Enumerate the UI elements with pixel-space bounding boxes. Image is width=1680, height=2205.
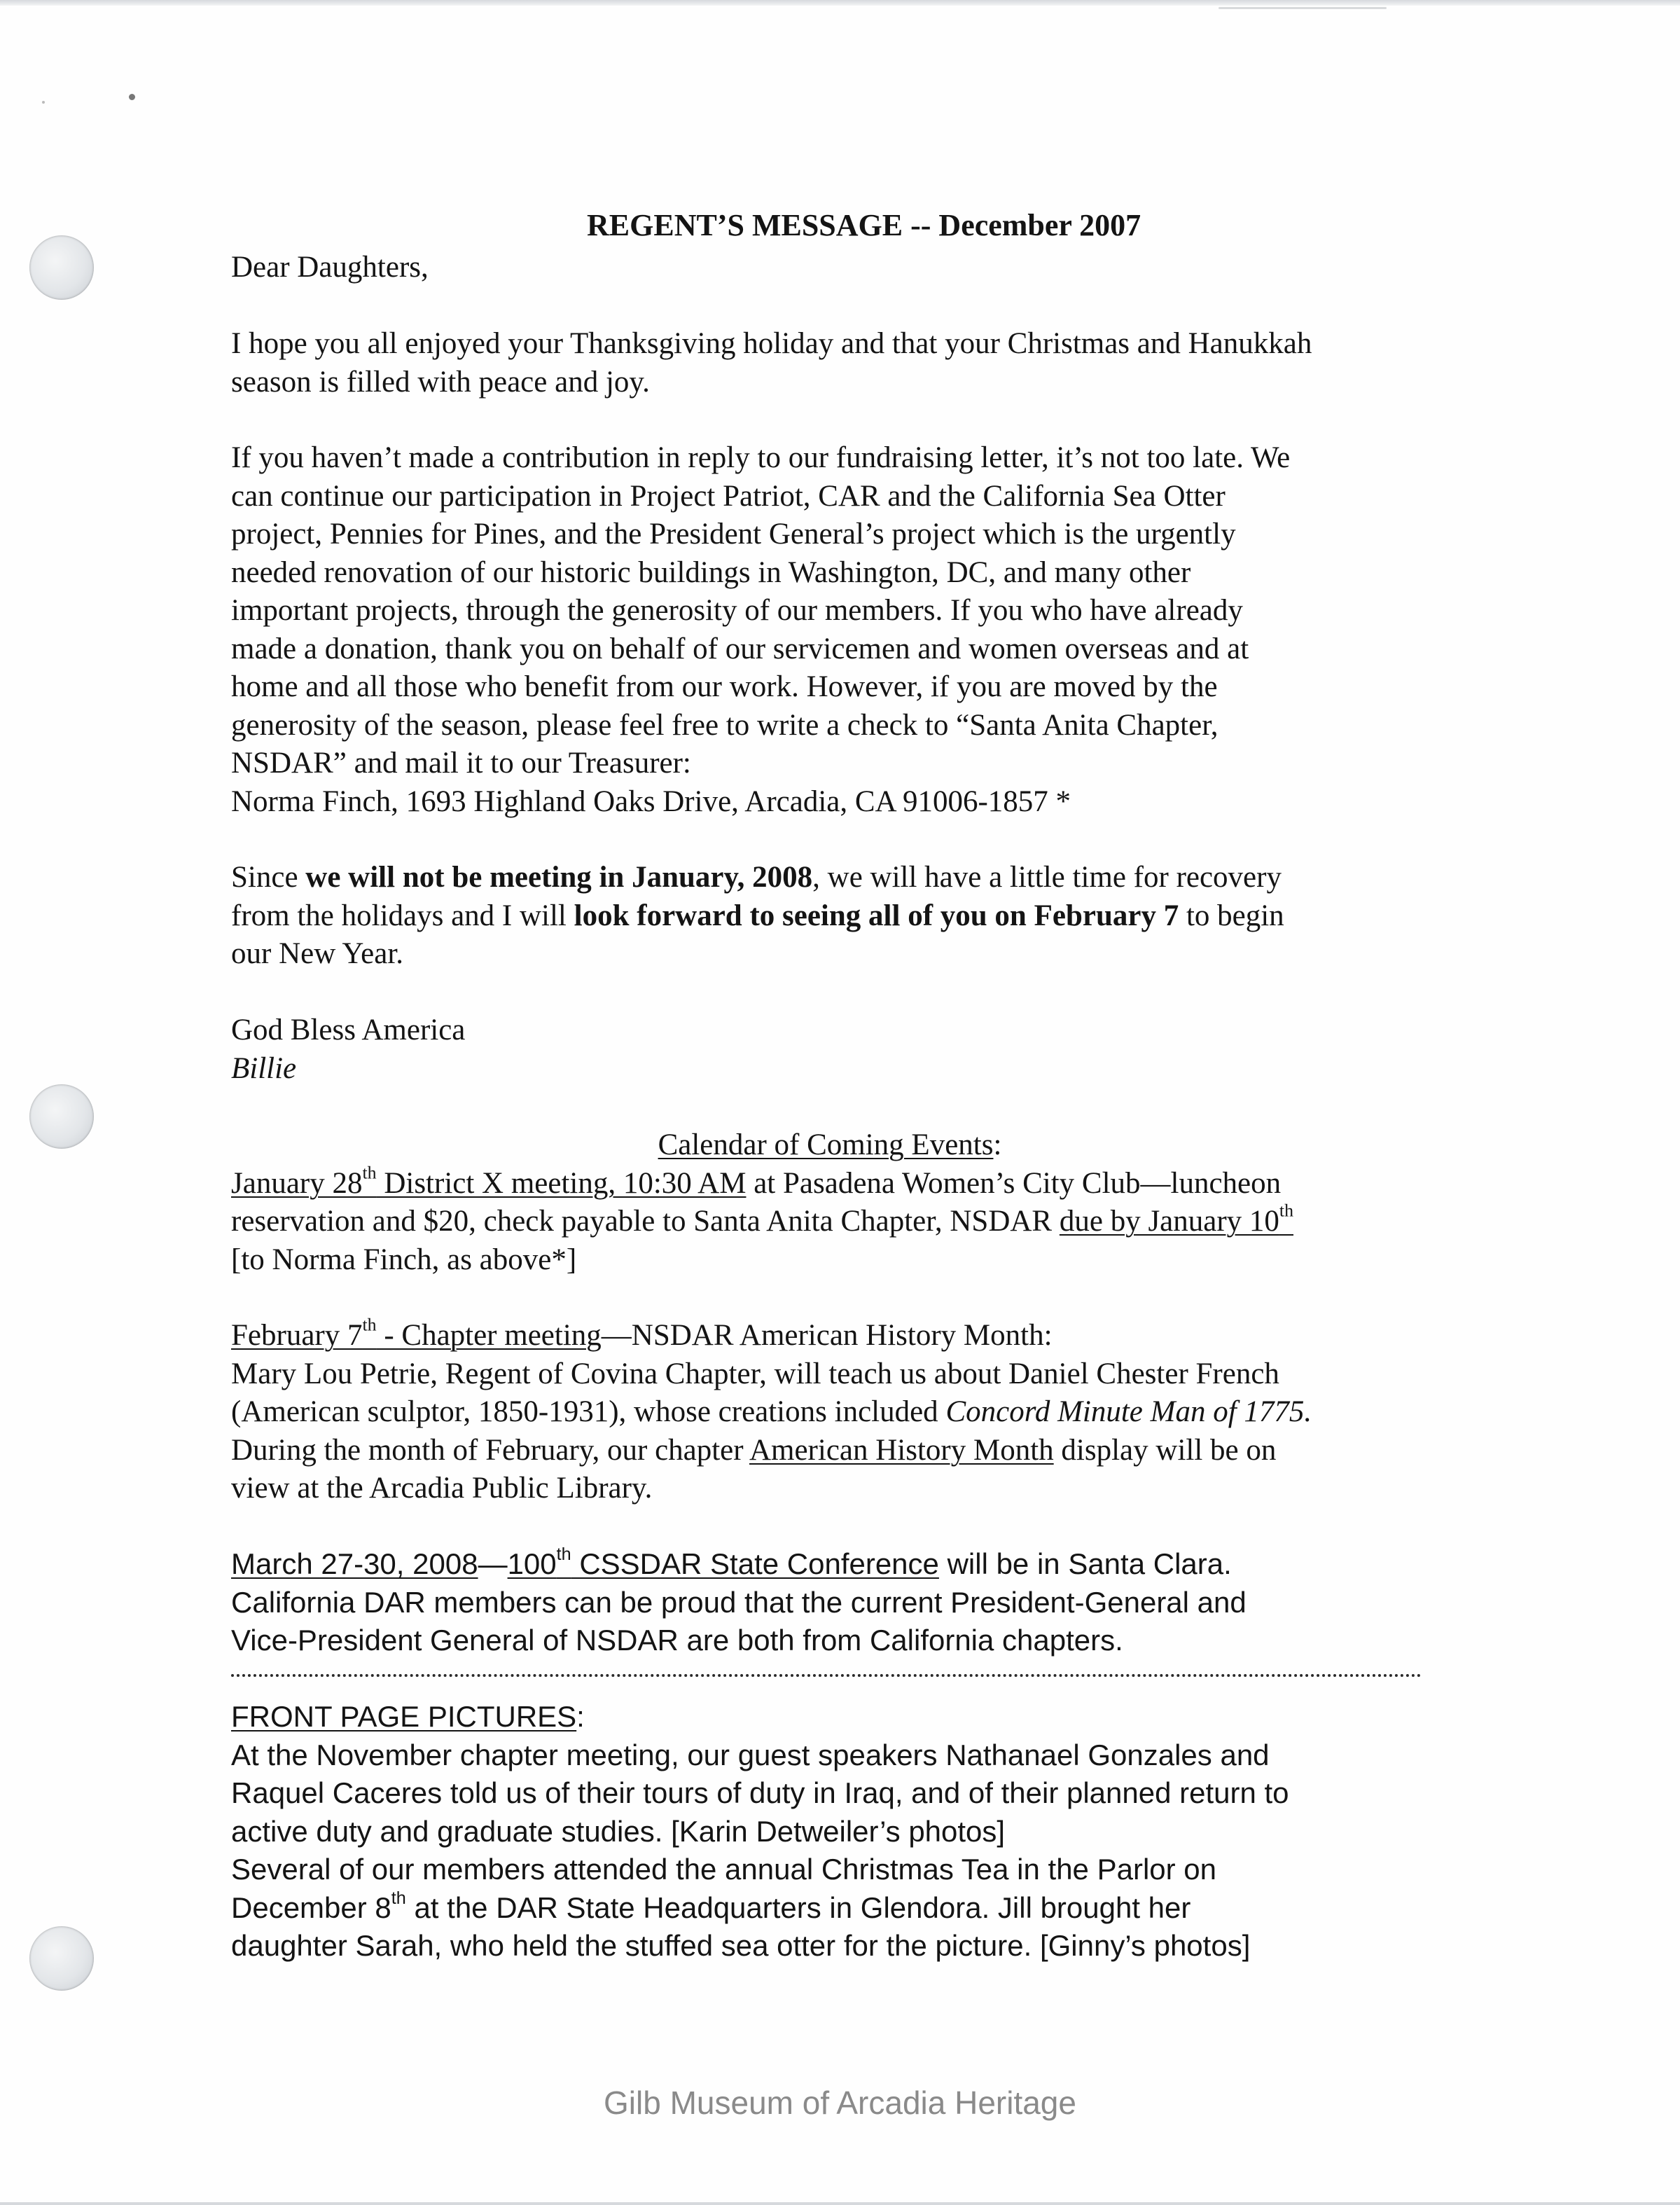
closing: God Bless America xyxy=(231,1014,466,1046)
text-line xyxy=(231,859,1429,897)
superscript: th xyxy=(391,1888,406,1908)
text-line: needed renovation of our historic buildings in Washington, DC, and many other xyxy=(231,555,1191,589)
text-run: will be in Santa Clara. xyxy=(938,1547,1232,1580)
text-run: display will be on xyxy=(1053,1433,1277,1467)
calendar-heading-text: Calendar of Coming Events xyxy=(658,1128,994,1161)
text-line: important projects, through the generosity of our members. If you who have already xyxy=(231,594,1243,627)
text-run: February 7 xyxy=(231,1319,363,1352)
text-run: Since xyxy=(231,861,306,894)
text-line: NSDAR” and mail it to our Treasurer: xyxy=(231,747,691,780)
paragraph-holidays xyxy=(231,325,1429,401)
text-run: CSSDAR State Conference xyxy=(571,1547,939,1580)
signature xyxy=(231,1050,1429,1088)
text-line: I hope you all enjoyed your Thanksgiving holiday and that your Christmas and Hanukkah xyxy=(231,327,1312,360)
text-run: reservation and $20, check payable to Santa Anita Chapter, NSDAR xyxy=(231,1205,1060,1238)
calendar-heading xyxy=(231,1126,1429,1165)
underlined-run: American History Month xyxy=(749,1433,1054,1467)
punch-hole-bottom xyxy=(29,1926,94,1991)
text-line: If you haven’t made a contribution in reply to our fundraising letter, it’s not too late. We xyxy=(231,441,1291,474)
text-line: At the November chapter meeting, our guest speakers Nathanael Gonzales and xyxy=(231,1738,1270,1771)
letter-title: REGENT’S MESSAGE -- December 2007 xyxy=(587,208,1141,242)
paragraph-meeting-schedule xyxy=(231,859,1429,974)
scan-speck xyxy=(42,101,45,104)
superscript: th xyxy=(556,1544,571,1564)
text-line: made a donation, thank you on behalf of our servicemen and women overseas and at xyxy=(231,632,1249,665)
scan-edge-top xyxy=(0,0,1680,6)
text-run: — xyxy=(478,1547,508,1580)
event-january-date xyxy=(231,1161,747,1200)
text-run: December 8 xyxy=(231,1891,391,1924)
superscript: th xyxy=(1279,1200,1293,1221)
conference-name xyxy=(507,1544,939,1580)
scan-speck xyxy=(129,94,135,100)
text-run: at Pasadena Women’s City Club—luncheon xyxy=(746,1166,1282,1200)
text-run: to begin xyxy=(1179,899,1284,932)
text-run: —NSDAR American History Month: xyxy=(601,1319,1053,1352)
bold-run: look forward to seeing all of you on February 7 xyxy=(574,899,1179,932)
text-line: can continue our participation in Project Patriot, CAR and the California Sea Otter xyxy=(231,479,1226,513)
text-line: Raquel Caceres told us of their tours of duty in Iraq, and of their planned return to xyxy=(231,1776,1289,1809)
due-date xyxy=(1059,1200,1293,1238)
text-line: generosity of the season, please feel free to write a check to “Santa Anita Chapter, xyxy=(231,708,1219,742)
paragraph-fundraising xyxy=(231,439,1429,821)
scan-edge-bottom xyxy=(0,2202,1680,2205)
signature-text: Billie xyxy=(231,1051,297,1085)
text-line xyxy=(231,897,1429,936)
text-line: view at the Arcadia Public Library. xyxy=(231,1472,653,1505)
event-january xyxy=(231,1161,1429,1203)
text-run: - Chapter meeting xyxy=(376,1319,602,1352)
pictures-heading xyxy=(231,1698,1429,1736)
superscript: th xyxy=(362,1161,377,1182)
text-run: District X meeting, 10:30 AM xyxy=(376,1166,747,1200)
event-march-date: March 27-30, 2008 xyxy=(231,1547,478,1580)
text-line xyxy=(231,1889,1429,1928)
italic-run: Concord Minute Man of 1775. xyxy=(945,1395,1312,1428)
museum-watermark: Gilb Museum of Arcadia Heritage xyxy=(604,2085,1076,2121)
event-march xyxy=(231,1545,1429,1584)
front-page-pictures xyxy=(231,1698,1429,1965)
superscript: th xyxy=(362,1314,377,1335)
text-line xyxy=(231,1432,1429,1470)
pictures-heading-text: FRONT PAGE PICTURES xyxy=(231,1700,577,1733)
text-run: , we will have a little time for recovery xyxy=(812,861,1282,894)
text-line xyxy=(231,1393,1429,1432)
calendar-heading-colon: : xyxy=(993,1128,1002,1161)
punch-hole-middle xyxy=(29,1084,94,1149)
text-run: During the month of February, our chapter xyxy=(231,1433,749,1467)
text-run: due by January 10 xyxy=(1059,1205,1279,1238)
dotted-separator xyxy=(231,1674,1422,1677)
punch-hole-top xyxy=(29,235,94,300)
text-run: 100 xyxy=(507,1547,557,1580)
text-line: Vice-President General of NSDAR are both from California chapters. xyxy=(231,1624,1123,1657)
text-line: Several of our members attended the annual Christmas Tea in the Parlor on xyxy=(231,1853,1216,1886)
pictures-heading-colon: : xyxy=(576,1700,585,1733)
text-run: January 28 xyxy=(231,1166,363,1200)
text-run: (American sculptor, 1850-1931), whose creations included xyxy=(231,1395,946,1428)
text-line: home and all those who benefit from our work. However, if you are moved by the xyxy=(231,670,1218,703)
calendar-section xyxy=(231,1126,1429,1279)
text-line: season is filled with peace and joy. xyxy=(231,365,650,399)
text-line: active duty and graduate studies. [Karin Detweiler’s photos] xyxy=(231,1814,1006,1848)
event-february-date xyxy=(231,1314,602,1352)
text-line: California DAR members can be proud that the current President-General and xyxy=(231,1585,1247,1619)
text-line: project, Pennies for Pines, and the President General’s project which is the urgently xyxy=(231,518,1236,551)
event-march-block xyxy=(231,1545,1429,1660)
bold-run: we will not be meeting in January, 2008 xyxy=(305,861,813,894)
salutation-text: Dear Daughters, xyxy=(231,251,429,284)
event-february xyxy=(231,1314,1429,1355)
event-february-block xyxy=(231,1314,1429,1508)
closing-block xyxy=(231,1011,1429,1088)
text-run: at the DAR State Headquarters in Glendora. Jill brought her xyxy=(405,1891,1191,1924)
text-line: our New Year. xyxy=(231,937,404,970)
treasurer-address: Norma Finch, 1693 Highland Oaks Drive, Arcadia, CA 91006-1857 * xyxy=(231,784,1071,818)
text-line xyxy=(231,1200,1429,1241)
text-line: [to Norma Finch, as above*] xyxy=(231,1243,577,1276)
scan-smudge xyxy=(1219,7,1387,9)
salutation xyxy=(231,249,1429,287)
text-run: from the holidays and I will xyxy=(231,899,574,932)
text-line: Mary Lou Petrie, Regent of Covina Chapter, will teach us about Daniel Chester French xyxy=(231,1357,1279,1390)
text-line: daughter Sarah, who held the stuffed sea otter for the picture. [Ginny’s photos] xyxy=(231,1929,1251,1962)
